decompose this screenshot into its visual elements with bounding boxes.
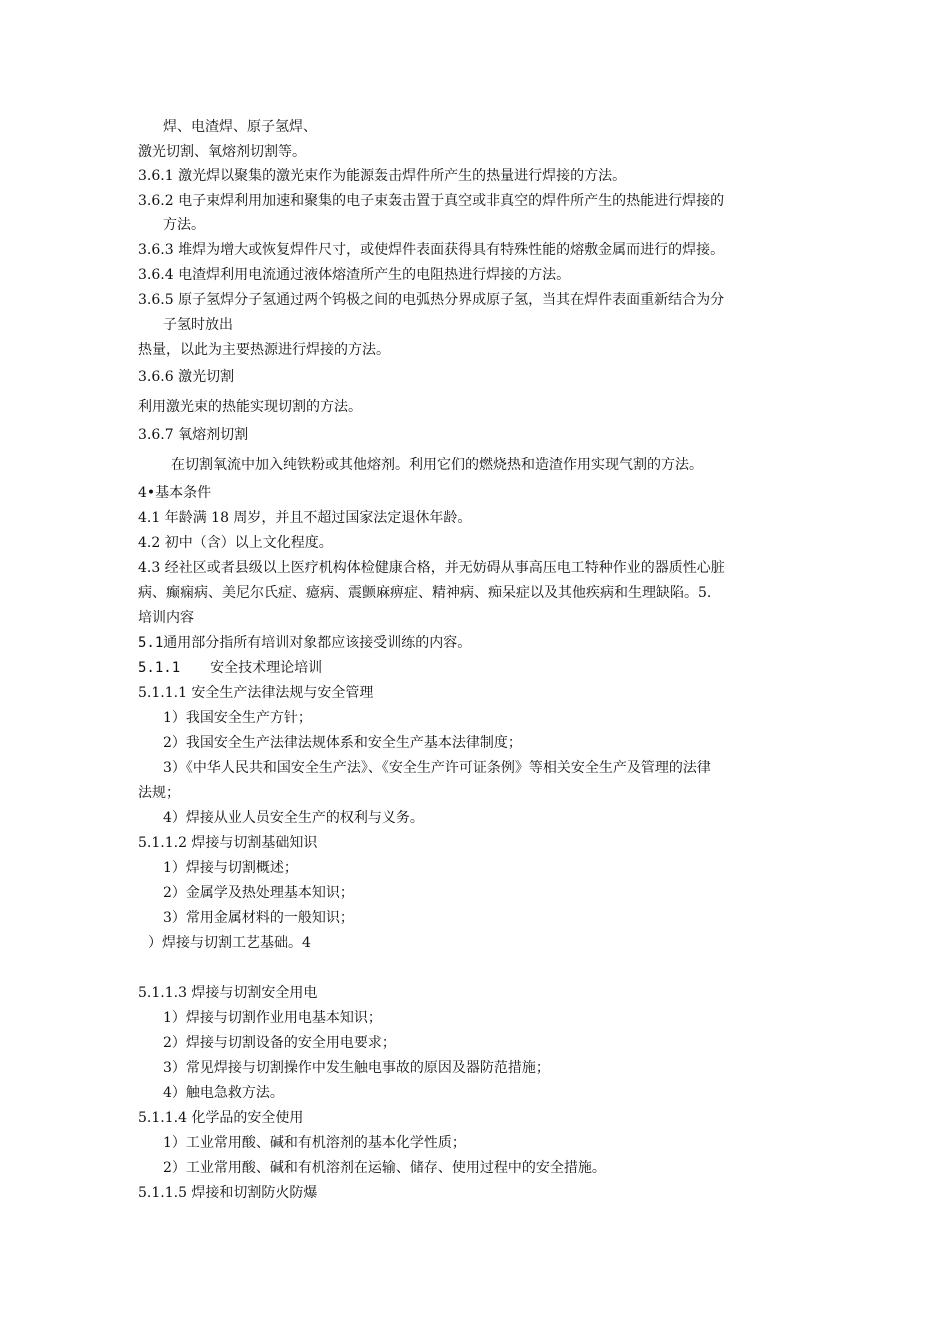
text-line: 焊、电渣焊、原子氢焊、 bbox=[163, 119, 317, 135]
text-line bbox=[138, 634, 471, 652]
list-item: 2）焊接与切割设备的安全用电要求； bbox=[163, 1035, 396, 1051]
text-line: 方法。 bbox=[163, 217, 205, 233]
section-heading: 4•基本条件 bbox=[138, 485, 212, 501]
text-line: 3.6.5 原子氢焊分子氢通过两个钨极之间的电弧热分界成原子氢，当其在焊件表面重新结合为分 bbox=[138, 292, 725, 308]
list-item: ）焊接与切割工艺基础。4 bbox=[148, 935, 311, 951]
list-item: 1）我国安全生产方针； bbox=[163, 710, 312, 726]
list-item: 1）焊接与切割作业用电基本知识； bbox=[163, 1010, 382, 1026]
list-item: 3）常用金属材料的一般知识； bbox=[163, 910, 354, 926]
list-item: 4）触电急救方法。 bbox=[163, 1085, 284, 1101]
list-item: 2）金属学及热处理基本知识； bbox=[163, 885, 354, 901]
text-line: 激光切割、氧熔剂切割等。 bbox=[138, 144, 306, 160]
section-heading bbox=[138, 659, 322, 677]
section-heading: 3.6.7 氧熔剂切割 bbox=[138, 427, 249, 443]
section-heading: 3.6.6 激光切割 bbox=[138, 369, 235, 385]
list-item: 4）焊接从业人员安全生产的权利与义务。 bbox=[163, 810, 424, 826]
text-line: 在切割氧流中加入纯铁粉或其他熔剂。利用它们的燃烧热和造渣作用实现气割的方法。 bbox=[171, 457, 703, 473]
list-item: 3）《中华人民共和国安全生产法》、《安全生产许可证条例》等相关安全生产及管理的法律 bbox=[163, 760, 711, 776]
section-heading: 5.1.1.4 化学品的安全使用 bbox=[138, 1110, 304, 1126]
section-number: 5.1 bbox=[138, 635, 164, 651]
section-heading: 5.1.1.2 焊接与切割基础知识 bbox=[138, 835, 318, 851]
text-line: 利用激光束的热能实现切割的方法。 bbox=[138, 399, 362, 415]
text-line: 4.2 初中（含）以上文化程度。 bbox=[138, 535, 333, 551]
section-heading: 5.1.1.3 焊接与切割安全用电 bbox=[138, 985, 318, 1001]
text-line: 3.6.1 激光焊以聚集的激光束作为能源轰击焊件所产生的热量进行焊接的方法。 bbox=[138, 168, 627, 184]
text-line: 3.6.4 电渣焊利用电流通过液体熔渣所产生的电阻热进行焊接的方法。 bbox=[138, 267, 571, 283]
list-item: 1）焊接与切割概述； bbox=[163, 860, 298, 876]
section-heading: 5.1.1.5 焊接和切割防火防爆 bbox=[138, 1185, 318, 1201]
list-item: 2）我国安全生产法律法规体系和安全生产基本法律制度； bbox=[163, 735, 522, 751]
section-text: 通用部分指所有培训对象都应该接受训练的内容。 bbox=[163, 635, 472, 651]
text-line: 子氢时放出 bbox=[163, 317, 233, 333]
section-heading: 5.1.1.1 安全生产法律法规与安全管理 bbox=[138, 685, 374, 701]
section-number: 5.1.1 bbox=[138, 660, 181, 676]
text-line: 3.6.2 电子束焊利用加速和聚集的电子束轰击置于真空或非真空的焊件所产生的热能进行焊接的 bbox=[138, 193, 725, 209]
text-line: 法规； bbox=[138, 785, 180, 801]
text-line: 4.1 年龄满 18 周岁，并且不超过国家法定退休年龄。 bbox=[138, 510, 472, 526]
text-line: 3.6.3 堆焊为增大或恢复焊件尺寸，或使焊件表面获得具有特殊性能的熔敷金属而进行的焊接。 bbox=[138, 242, 725, 258]
text-line: 病、癫痫病、美尼尔氏症、癔病、震颤麻痹症、精神病、痴呆症以及其他疾病和生理缺陷。5. bbox=[138, 585, 712, 601]
list-item: 1）工业常用酸、碱和有机溶剂的基本化学性质； bbox=[163, 1135, 466, 1151]
section-text: 安全技术理论培训 bbox=[210, 660, 323, 676]
text-line: 热量，以此为主要热源进行焊接的方法。 bbox=[138, 342, 390, 358]
text-line: 4.3 经社区或者县级以上医疗机构体检健康合格，并无妨碍从事高压电工特种作业的器质性心脏 bbox=[138, 560, 725, 576]
list-item: 2）工业常用酸、碱和有机溶剂在运输、储存、使用过程中的安全措施。 bbox=[163, 1160, 606, 1176]
list-item: 3）常见焊接与切割操作中发生触电事故的原因及器防范措施； bbox=[163, 1060, 550, 1076]
section-heading: 培训内容 bbox=[138, 610, 194, 626]
